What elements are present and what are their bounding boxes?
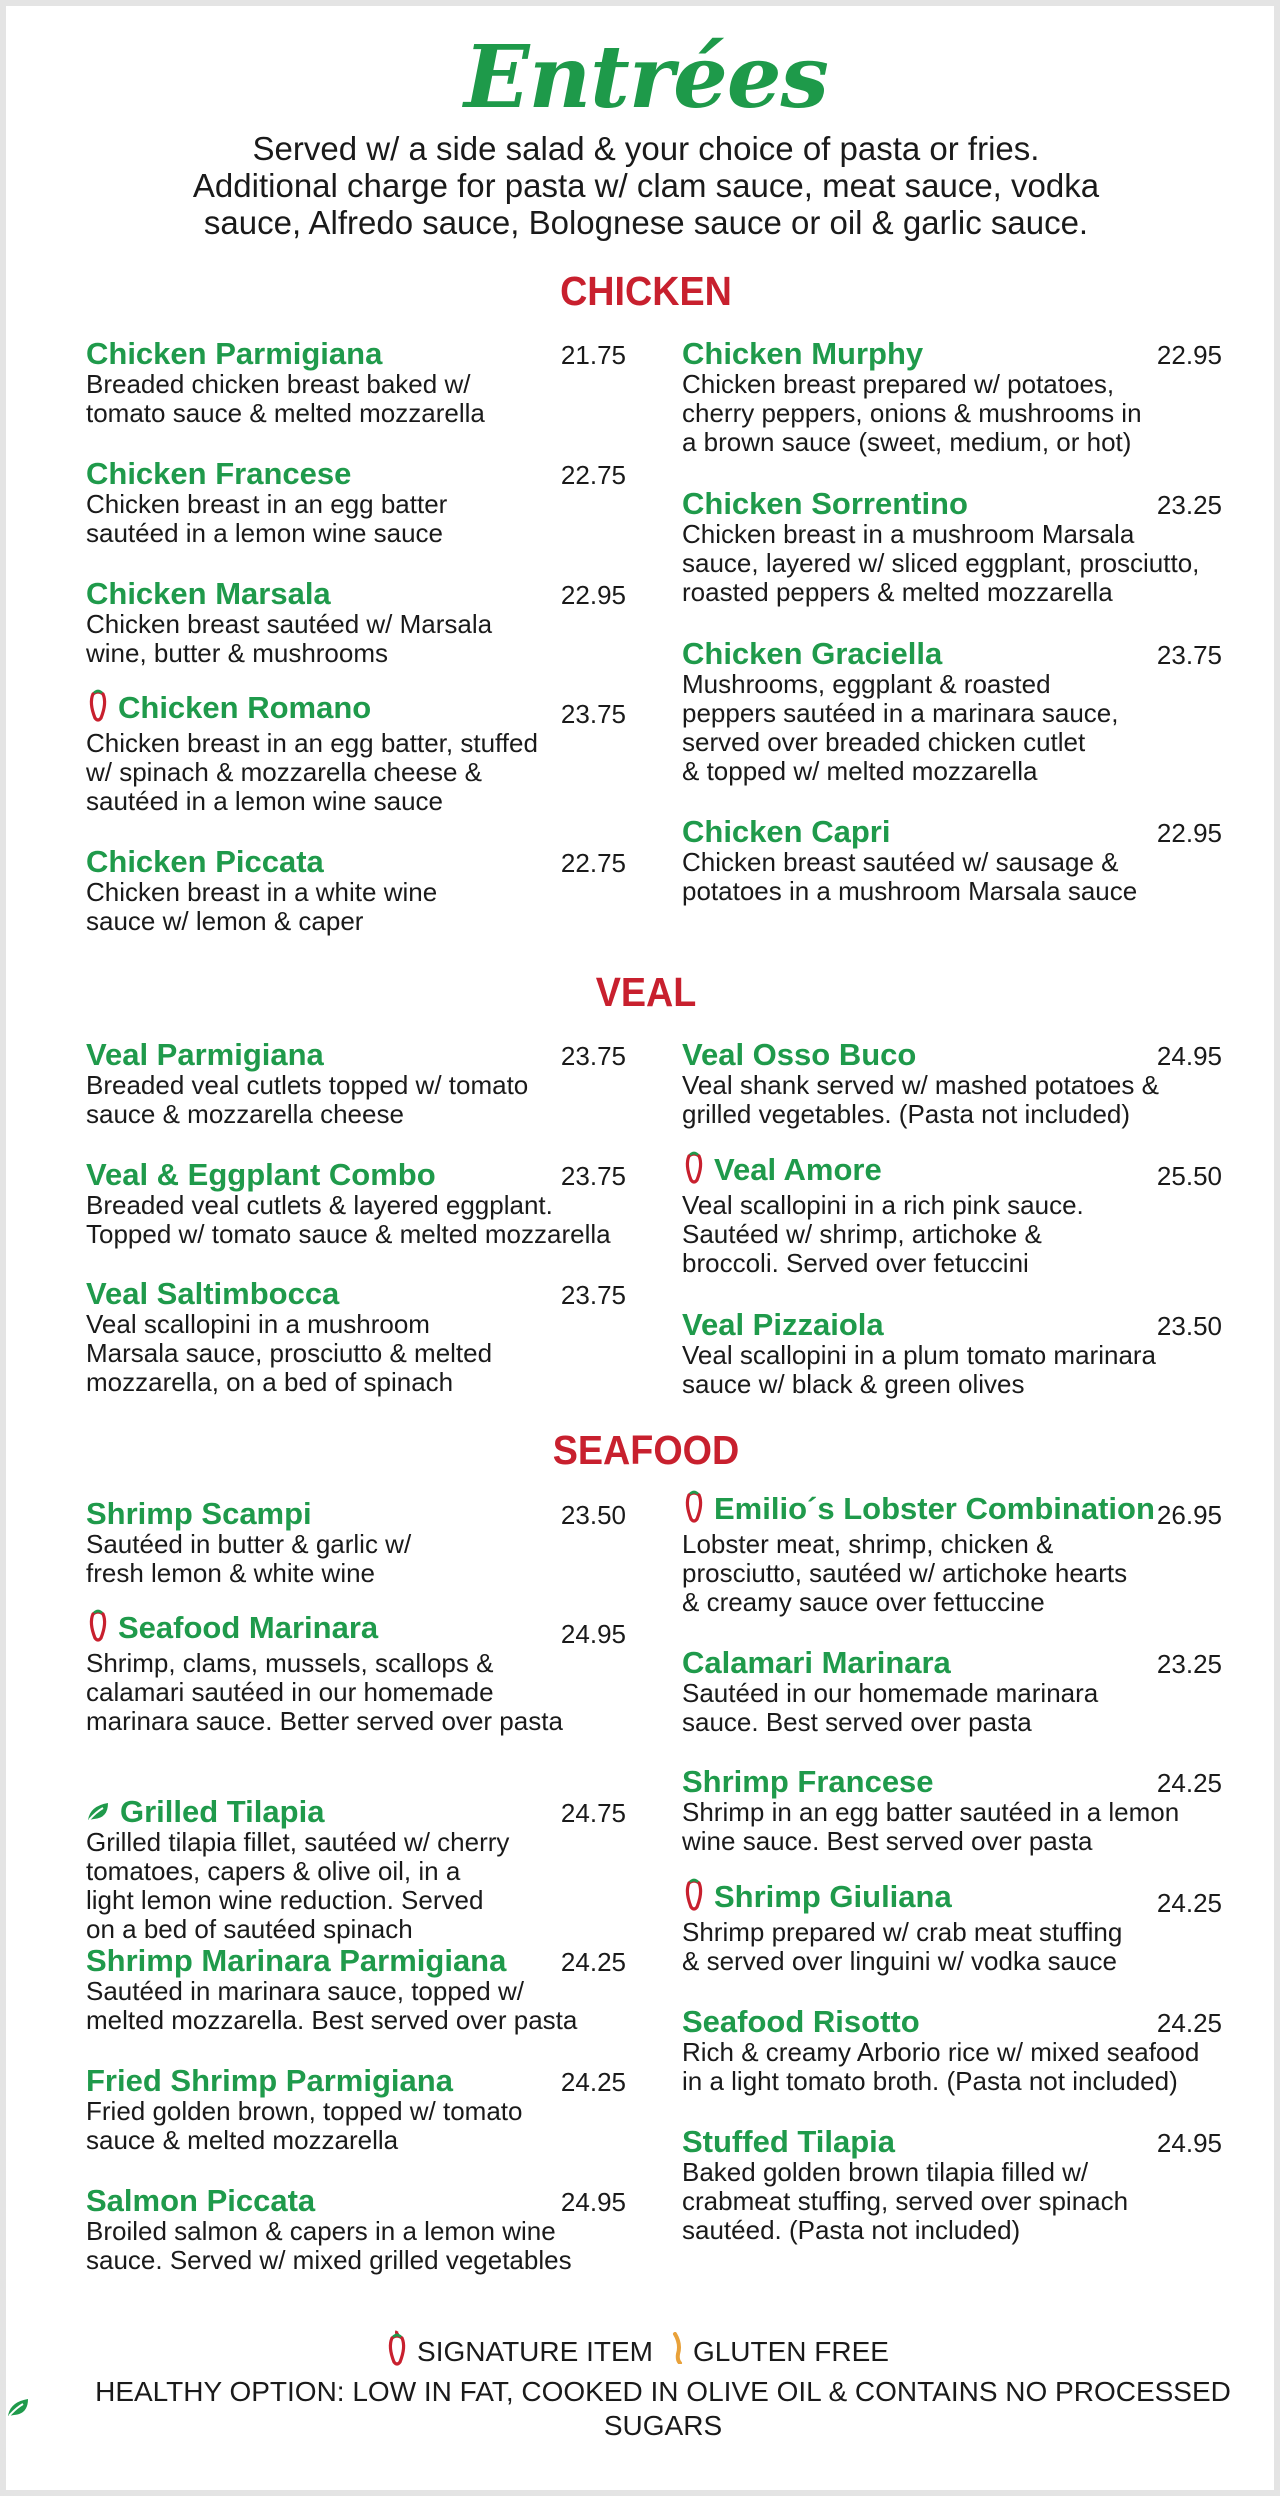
menu-item-description: Chicken breast prepared w/ potatoes, cherry peppers, onions & mushrooms in a brown sauce (sweet, medium, or hot) — [682, 369, 1142, 457]
menu-item — [682, 1152, 1222, 1278]
legend-healthy-label: HEALTHY OPTION: LOW IN FAT, COOKED IN OLIVE OIL & CONTAINS NO PROCESSED SUGARS — [95, 2376, 1231, 2441]
menu-header — [6, 28, 1280, 241]
menu-item-header — [682, 1764, 1222, 1800]
menu-item — [86, 1496, 626, 1588]
menu-item — [682, 1645, 1222, 1737]
menu-item-price: 23.25 — [1156, 1649, 1222, 1679]
section-title-chicken: CHICKEN — [560, 268, 732, 314]
menu-item-price: 23.75 — [560, 1041, 626, 1071]
menu-item-price: 23.75 — [560, 1161, 626, 1191]
menu-item-description: Veal shank served w/ mashed potatoes & grilled vegetables. (Pasta not included) — [682, 1070, 1159, 1129]
menu-item-name — [682, 2004, 920, 2040]
menu-item-description: Sautéed in marinara sauce, topped w/ melted mozzarella. Best served over pasta — [86, 1976, 578, 2035]
menu-item-header — [86, 456, 626, 492]
menu-item-description: Veal scallopini in a plum tomato marinara sauce w/ black & green olives — [682, 1340, 1157, 1399]
menu-item-description: Rich & creamy Arborio rice w/ mixed seafood in a light tomato broth. (Pasta not included) — [682, 2037, 1200, 2096]
menu-item-price: 22.75 — [560, 848, 626, 878]
menu-item — [682, 336, 1222, 457]
menu-item-name-text: Shrimp Scampi — [86, 1496, 312, 1531]
menu-item-header — [86, 690, 626, 731]
menu-item-price: 22.95 — [1156, 340, 1222, 370]
menu-item — [682, 1491, 1222, 1617]
menu-item-header — [86, 1496, 626, 1532]
menu-item-name — [682, 1037, 916, 1073]
menu-item-name-text: Salmon Piccata — [86, 2183, 316, 2218]
menu-item-name — [682, 814, 890, 850]
gluten-free-wheat-icon — [671, 2332, 685, 2372]
menu-item-header — [86, 1943, 626, 1979]
menu-item-price: 22.95 — [560, 580, 626, 610]
menu-item-price: 24.95 — [1156, 1041, 1222, 1071]
menu-item-name-text: Seafood Risotto — [682, 2004, 920, 2039]
menu-item — [682, 486, 1222, 607]
menu-item-name — [682, 636, 942, 672]
menu-item-name-text: Chicken Marsala — [86, 576, 331, 611]
menu-item-header — [86, 2063, 626, 2099]
menu-item-name — [86, 1276, 339, 1312]
menu-item-header — [86, 1037, 626, 1073]
menu-item — [86, 336, 626, 428]
menu-item — [682, 1307, 1222, 1399]
menu-item-name-text: Grilled Tilapia — [120, 1794, 325, 1829]
menu-item-header — [86, 1794, 626, 1830]
menu-item — [682, 1764, 1222, 1856]
intro-text — [6, 130, 1280, 241]
menu-item-name-text: Veal Amore — [714, 1152, 882, 1187]
menu-item-name-text: Veal Osso Buco — [682, 1037, 917, 1072]
menu-item-name — [86, 336, 382, 372]
menu-item-header — [682, 336, 1222, 372]
menu-item-name-text: Veal Saltimbocca — [86, 1276, 340, 1311]
menu-item-description: Chicken breast in an egg batter sautéed in a lemon wine sauce — [86, 489, 448, 548]
legend-row — [6, 2329, 1280, 2375]
signature-pepper-icon — [682, 1147, 706, 1193]
menu-item-price: 24.25 — [560, 1947, 626, 1977]
menu-item-header — [682, 486, 1222, 522]
menu-item — [86, 456, 626, 548]
menu-item-name-text: Shrimp Marinara Parmigiana — [86, 1943, 507, 1978]
menu-item-header — [682, 1645, 1222, 1681]
menu-item-description: Chicken breast in an egg batter, stuffed w/ spinach & mozzarella cheese & sautéed in a lemon wine sauce — [86, 728, 538, 816]
menu-item — [682, 1037, 1222, 1129]
menu-item-description: Shrimp, clams, mussels, scallops & calamari sautéed in our homemade marinara sauce. Better served over pasta — [86, 1648, 563, 1736]
menu-item-description: Breaded veal cutlets & layered eggplant. Topped w/ tomato sauce & melted mozzarella — [86, 1190, 611, 1249]
menu-item-price: 24.95 — [560, 2187, 626, 2217]
menu-item-price: 23.75 — [1156, 640, 1222, 670]
menu-item-description: Chicken breast sautéed w/ Marsala wine, butter & mushrooms — [86, 609, 493, 668]
menu-item-price: 22.95 — [1156, 818, 1222, 848]
menu-item — [86, 1943, 626, 2035]
menu-item — [86, 1610, 626, 1736]
menu-item-description: Breaded chicken breast baked w/ tomato sauce & melted mozzarella — [86, 369, 485, 428]
menu-item-description: Breaded veal cutlets topped w/ tomato sauce & mozzarella cheese — [86, 1070, 529, 1129]
signature-pepper-icon — [86, 1605, 110, 1651]
menu-item-name — [86, 456, 351, 492]
menu-item — [86, 1276, 626, 1397]
menu-item-price: 24.95 — [560, 1619, 626, 1649]
menu-item-name-text: Calamari Marinara — [682, 1645, 951, 1680]
menu-item-description: Shrimp in an egg batter sautéed in a lemon wine sauce. Best served over pasta — [682, 1797, 1180, 1856]
menu-item — [86, 690, 626, 816]
menu-item — [682, 636, 1222, 786]
menu-item-header — [682, 1037, 1222, 1073]
menu-item-price: 23.75 — [560, 1280, 626, 1310]
menu-item — [86, 844, 626, 936]
menu-item-header — [86, 2183, 626, 2219]
menu-item-name — [682, 2124, 895, 2160]
menu-item-header — [86, 844, 626, 880]
menu-item-name-text: Fried Shrimp Parmigiana — [86, 2063, 453, 2098]
menu-item-name-text: Chicken Sorrentino — [682, 486, 968, 521]
menu-item-name — [682, 1645, 951, 1681]
menu-item-name — [86, 2063, 453, 2099]
page-title: Entrées — [464, 27, 828, 128]
menu-item-name-text: Veal Parmigiana — [86, 1037, 324, 1072]
menu-item — [86, 1037, 626, 1129]
menu-item-price: 24.75 — [560, 1798, 626, 1828]
menu-item-name-text: Chicken Parmigiana — [86, 336, 383, 371]
menu-item-description: Grilled tilapia fillet, sautéed w/ cherry tomatoes, capers & olive oil, in a light lemon wine reduction. Served on a bed of sautéed spinach — [86, 1827, 510, 1944]
menu-item-header — [682, 1152, 1222, 1193]
menu-item-price: 21.75 — [560, 340, 626, 370]
menu-item — [682, 2004, 1222, 2096]
menu-item-description: Chicken breast sautéed w/ sausage & potatoes in a mushroom Marsala sauce — [682, 847, 1138, 906]
menu-item-price: 25.50 — [1156, 1161, 1222, 1191]
menu-item-name — [86, 1943, 506, 1979]
menu-item — [682, 814, 1222, 906]
menu-item-description: Sautéed in our homemade marinara sauce. Best served over pasta — [682, 1678, 1099, 1737]
menu-item-name — [682, 1307, 884, 1343]
menu-item-name — [86, 844, 324, 880]
signature-pepper-icon — [682, 1874, 706, 1920]
menu-item-name — [86, 685, 371, 731]
menu-item-header — [86, 1610, 626, 1651]
menu-item-name-text: Chicken Francese — [86, 456, 352, 491]
menu-item-header — [86, 576, 626, 612]
menu-item — [682, 2124, 1222, 2245]
legend — [6, 2329, 1280, 2443]
signature-pepper-icon — [86, 685, 110, 731]
menu-item-name-text: Chicken Romano — [118, 690, 372, 725]
menu-item-description: Fried golden brown, topped w/ tomato sauce & melted mozzarella — [86, 2096, 523, 2155]
menu-item-header — [682, 1307, 1222, 1343]
menu-item-description: Sautéed in butter & garlic w/ fresh lemon & white wine — [86, 1529, 412, 1588]
menu-item-name-text: Shrimp Francese — [682, 1764, 934, 1799]
signature-pepper-icon — [385, 2329, 409, 2375]
menu-item-name-text: Veal & Eggplant Combo — [86, 1157, 436, 1192]
menu-item-description: Chicken breast in a mushroom Marsala sauce, layered w/ sliced eggplant, prosciutto, roasted peppers & melted mozzarella — [682, 519, 1200, 607]
menu-item-description: Baked golden brown tilapia filled w/ crabmeat stuffing, served over spinach sautéed. (Pasta not included) — [682, 2157, 1129, 2245]
menu-item-name — [86, 1496, 312, 1532]
menu-item — [86, 2183, 626, 2275]
menu-item-name — [682, 486, 968, 522]
menu-item-description: Veal scallopini in a mushroom Marsala sauce, prosciutto & melted mozzarella, on a bed of spinach — [86, 1309, 493, 1397]
menu-item-description: Broiled salmon & capers in a lemon wine sauce. Served w/ mixed grilled vegetables — [86, 2216, 572, 2275]
menu-item-price: 23.75 — [560, 699, 626, 729]
menu-item-header — [682, 1879, 1222, 1920]
menu-item-price: 24.25 — [560, 2067, 626, 2097]
menu-item-description: Lobster meat, shrimp, chicken & prosciutto, sautéed w/ artichoke hearts & creamy sauce over fettuccine — [682, 1529, 1128, 1617]
legend-signature-label: SIGNATURE ITEM — [417, 2336, 653, 2367]
menu-item-header — [86, 336, 626, 372]
menu-item-name-text: Stuffed Tilapia — [682, 2124, 896, 2159]
section-title-veal: VEAL — [595, 969, 697, 1015]
healthy-leaf-icon — [86, 1794, 112, 1830]
menu-item — [86, 1794, 626, 1944]
menu-item-name-text: Chicken Piccata — [86, 844, 324, 879]
menu-item-name — [682, 1486, 1155, 1532]
menu-item-name-text: Seafood Marinara — [118, 1610, 379, 1645]
menu-item-name — [86, 2183, 315, 2219]
intro-line: sauce, Alfredo sauce, Bolognese sauce or oil & garlic sauce. — [203, 204, 1089, 241]
menu-item-price: 23.50 — [560, 1500, 626, 1530]
menu-item-name-text: Emilio´s Lobster Combination — [714, 1491, 1155, 1526]
menu-item-price: 22.75 — [560, 460, 626, 490]
menu-item-name-text: Chicken Capri — [682, 814, 891, 849]
signature-pepper-icon — [682, 1486, 706, 1532]
menu-item-header — [682, 814, 1222, 850]
menu-item-price: 23.25 — [1156, 490, 1222, 520]
section-title-seafood: SEAFOOD — [552, 1427, 740, 1473]
menu-item — [682, 1879, 1222, 1976]
menu-item-name — [682, 1874, 952, 1920]
menu-item-header — [682, 1491, 1222, 1532]
menu-item-name — [86, 1605, 378, 1651]
menu-item-name — [682, 1147, 882, 1193]
menu-item-description: Chicken breast in a white wine sauce w/ lemon & caper — [86, 877, 438, 936]
menu-item — [86, 2063, 626, 2155]
menu-item — [86, 1157, 626, 1249]
menu-item-name — [86, 1037, 324, 1073]
healthy-leaf-icon — [6, 2392, 32, 2426]
legend-gluten-free-label: GLUTEN FREE — [692, 2336, 889, 2367]
menu-item-price: 24.25 — [1156, 1768, 1222, 1798]
menu-item-header — [682, 2004, 1222, 2040]
menu-item-price: 26.95 — [1156, 1500, 1222, 1530]
menu-item-name — [682, 1764, 934, 1800]
menu-item — [86, 576, 626, 668]
legend-row — [6, 2375, 1280, 2443]
menu-item-name-text: Veal Pizzaiola — [682, 1307, 884, 1342]
intro-line: Served w/ a side salad & your choice of pasta or fries. — [252, 130, 1040, 167]
menu-item-name — [86, 1794, 324, 1830]
menu-item-description: Shrimp prepared w/ crab meat stuffing & served over linguini w/ vodka sauce — [682, 1917, 1123, 1976]
menu-item-name — [86, 1157, 436, 1193]
menu-item-description: Veal scallopini in a rich pink sauce. Sautéed w/ shrimp, artichoke & broccoli. Served over fetuccini — [682, 1190, 1084, 1278]
menu-item-price: 24.25 — [1156, 2008, 1222, 2038]
menu-item-description: Mushrooms, eggplant & roasted peppers sautéed in a marinara sauce, served over breaded chicken cutlet & topped w/ melted mozzarella — [682, 669, 1119, 786]
menu-item-price: 23.50 — [1156, 1311, 1222, 1341]
menu-item-name — [682, 336, 923, 372]
menu-item-name-text: Chicken Murphy — [682, 336, 924, 371]
menu-item-header — [86, 1276, 626, 1312]
menu-item-name-text: Shrimp Giuliana — [714, 1879, 952, 1914]
menu-item-name-text: Chicken Graciella — [682, 636, 943, 671]
menu-item-name — [86, 576, 331, 612]
menu-item-header — [682, 636, 1222, 672]
intro-line: Additional charge for pasta w/ clam sauce, meat sauce, vodka — [192, 167, 1100, 204]
menu-item-price: 24.95 — [1156, 2128, 1222, 2158]
menu-item-price: 24.25 — [1156, 1888, 1222, 1918]
menu-item-header — [682, 2124, 1222, 2160]
menu-item-header — [86, 1157, 626, 1193]
